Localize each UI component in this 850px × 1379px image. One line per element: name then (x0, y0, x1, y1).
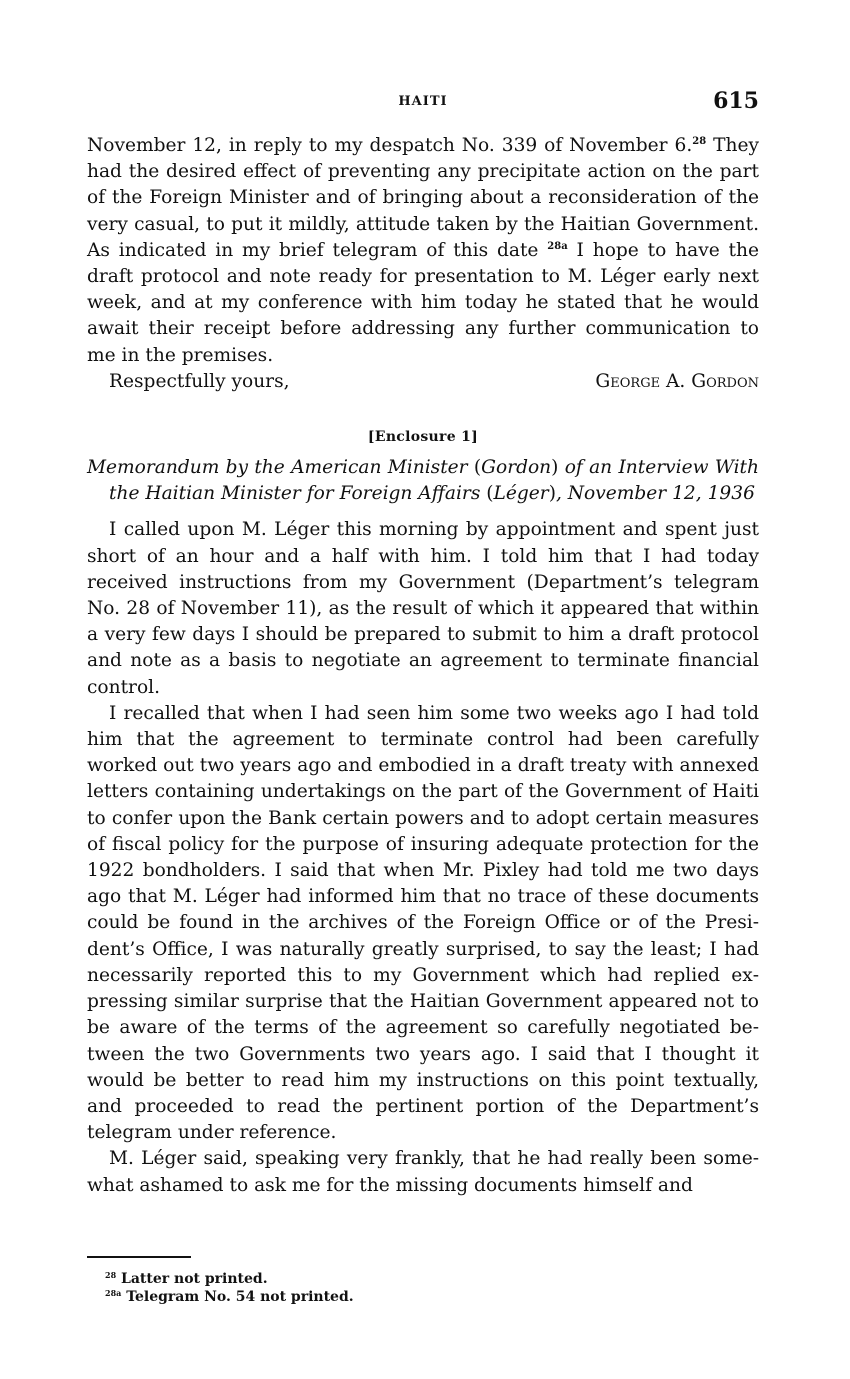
body-text (87, 133, 759, 1199)
page-header (87, 88, 759, 118)
memo-paragraph: I recalled that when I had seen him some two weeks ago I had told him that the agreement to terminate control had been carefully worked out two years ago and embodied in a draft treaty with annexed letters containing undertakings on the part of the Government of Haiti to confer upon the Bank certain powers and to adopt certain measures of fiscal policy for the purpose of insuring adequate protection for the 1922 bondholders. I said that when Mr. Pixley had told me two days ago that M. Léger had informed him that no trace of these documents could be found in the archives of the Foreign Office or of the President’s Office, I was naturally greatly surprised, to say the least; I had necessarily reported this to my Government which had replied expressing similar surprise that the Haitian Government appeared not to be aware of the terms of the agreement so carefully negotiated between the two Governments two years ago. I said that I thought it would be better to read him my instructions on this point textually, and proceeded to read the pertinent portion of the Department’s telegram under reference. (87, 702, 759, 1144)
memo-title-paren: ( (486, 483, 494, 505)
running-head: HAITI (398, 94, 448, 109)
letter-paragraph (87, 133, 759, 369)
footnote (105, 1288, 354, 1306)
footnote-ref-28: 28 (692, 136, 707, 147)
letter-text-1: November 12, in reply to my despatch No. 339 of November 6. (87, 135, 693, 156)
memo-paragraph: I called upon M. Léger this morning by appointment and spent just short of an hour and a half with him. I told him that I had today received instructions from my Government (Department’s telegram No. 28 of November 11), as the result of which it appeared that within a very few days I should be prepared to submit to him a draft protocol and note as a basis to negotiate an agreement to terminate financial control. (87, 519, 759, 698)
footnote-ref-28a: 28a (547, 240, 568, 252)
memo-title-paren: ) (551, 457, 559, 479)
memo-title (87, 455, 759, 507)
closing-salutation: Respectfully yours, (109, 370, 290, 392)
footnote-mark: 28 (105, 1270, 117, 1280)
letter-text-2: They had the desired effect of preventing any precipitate action on the part of the Foreign Minister and of bringing about a reconsideration of the very casual, to put it mildly, attitude taken by the Haitian Government. As indicated in my brief telegram of this date (87, 135, 759, 261)
memo-title-name-gordon: Gordon (481, 457, 552, 479)
memo-title-part-3: , November 12, 1936 (555, 483, 755, 505)
letter-text-3: I hope to have the draft protocol and note ready for presentation to M. Léger early next week, and at my conference with him today he stated that he would await their receipt before addressing any further communication to me in the premises. (87, 239, 759, 366)
footnote-text: Telegram No. 54 not printed. (121, 1289, 354, 1305)
page-number: 615 (713, 88, 759, 114)
memo-title-part-1: Memorandum by the American Minister (87, 457, 474, 479)
footnote-mark: 28a (105, 1288, 122, 1298)
memo-title-name-leger: Léger (493, 483, 549, 505)
signature: George A. Gordon (595, 370, 759, 392)
memo-title-paren: ( (473, 457, 482, 479)
footnote-divider (87, 1256, 191, 1258)
memo-title-part-2: of an Interview With the Haitian Minister for Foreign Affairs (109, 457, 759, 505)
enclosure-label: [Enclosure 1] (367, 429, 479, 446)
memo-paragraph: M. Léger said, speaking very frankly, that he had really been somewhat ashamed to ask me for the missing documents himself and (87, 1148, 759, 1196)
footnote (105, 1270, 354, 1288)
memo-title-paren: ) (548, 483, 556, 505)
footnote-text: Latter not printed. (116, 1271, 268, 1287)
footnotes (105, 1270, 354, 1306)
letter-closing (87, 369, 759, 395)
